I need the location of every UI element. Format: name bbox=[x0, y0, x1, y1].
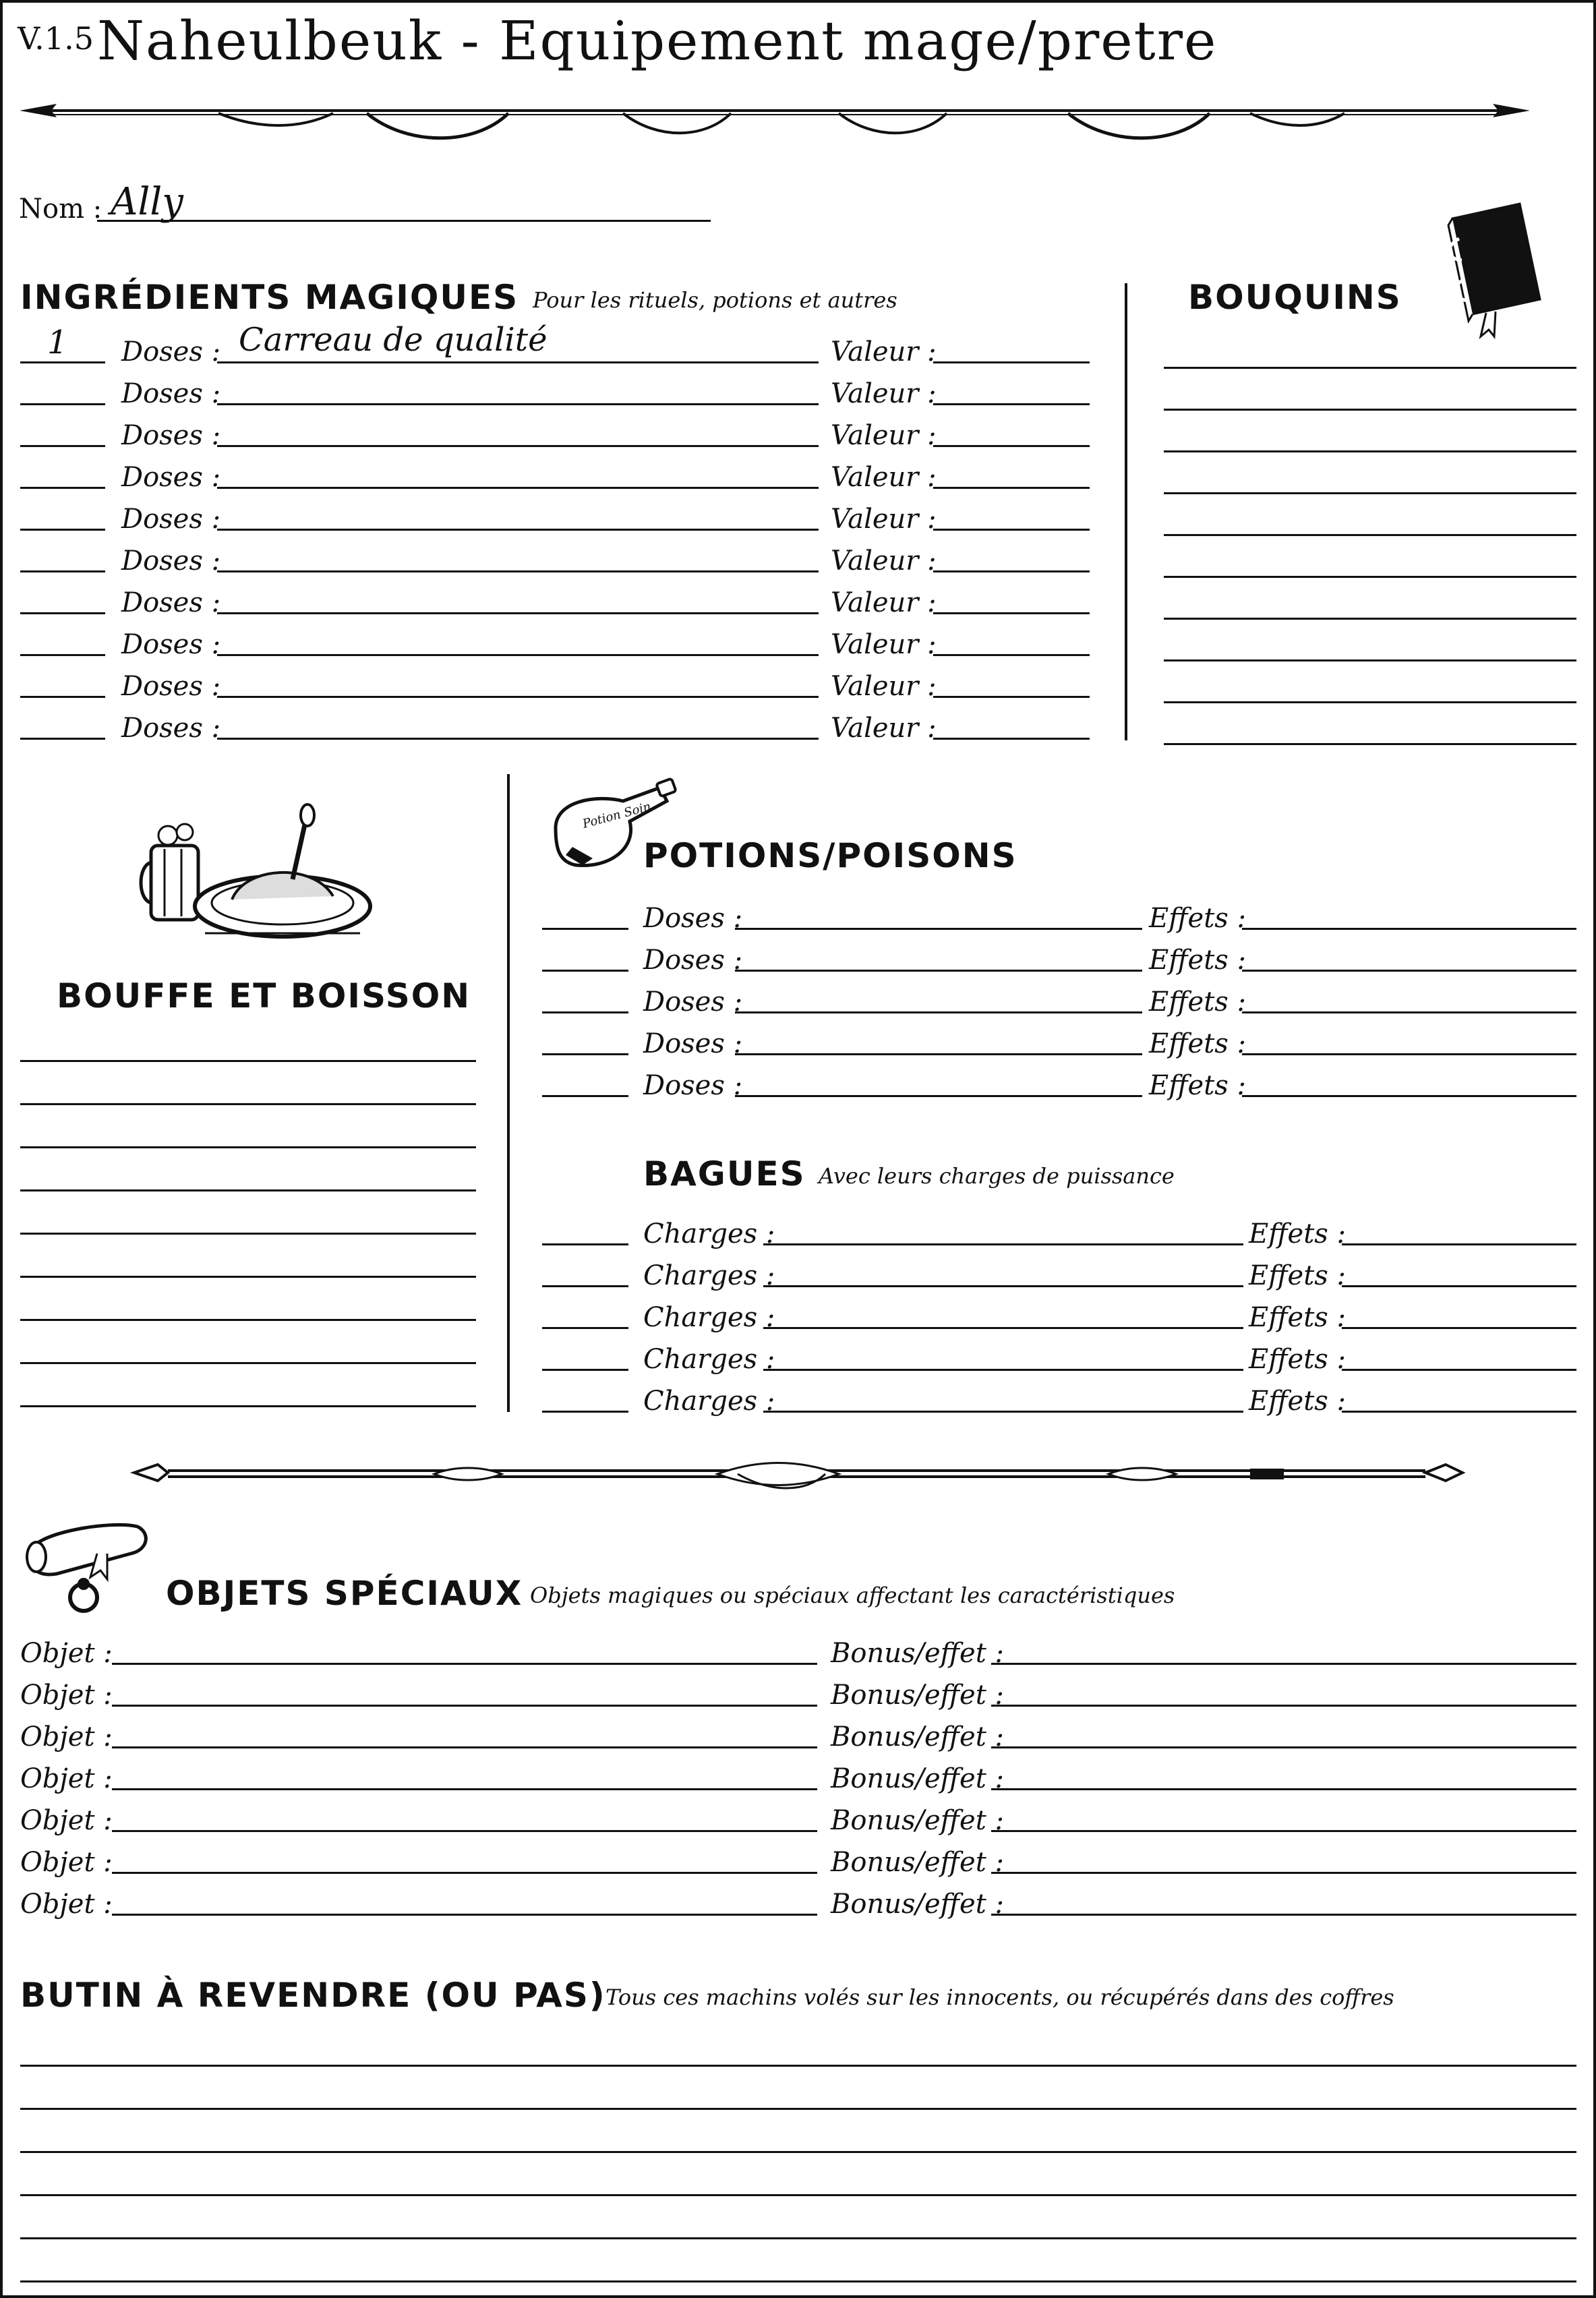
special-object-label: Objet : bbox=[20, 1763, 113, 1794]
special-bonus-field[interactable] bbox=[991, 1705, 1576, 1707]
ingredient-value-label: Valeur : bbox=[831, 587, 937, 618]
ring-effects-label: Effets : bbox=[1249, 1218, 1347, 1249]
special-bonus-field[interactable] bbox=[991, 1914, 1576, 1916]
ingredient-value-field[interactable] bbox=[933, 403, 1090, 405]
ring-charges-label: Charges : bbox=[643, 1218, 775, 1249]
ingredient-name-field[interactable] bbox=[217, 654, 819, 656]
ingredient-qty-field[interactable] bbox=[20, 654, 105, 656]
ingredient-doses-label: Doses : bbox=[121, 462, 221, 493]
special-bonus-label: Bonus/effet : bbox=[831, 1680, 1004, 1711]
potion-qty-field[interactable] bbox=[542, 928, 628, 930]
name-field[interactable] bbox=[97, 220, 711, 222]
food-line[interactable] bbox=[20, 1276, 476, 1278]
food-line[interactable] bbox=[20, 1060, 476, 1062]
potion-effects-label: Effets : bbox=[1149, 1070, 1247, 1101]
special-bonus-field[interactable] bbox=[991, 1663, 1576, 1665]
food-line[interactable] bbox=[20, 1319, 476, 1321]
potion-effects-field[interactable] bbox=[1242, 1095, 1576, 1097]
ingredient-value-label: Valeur : bbox=[831, 462, 937, 493]
ingredient-value-field[interactable] bbox=[933, 570, 1090, 572]
ingredient-value-label: Valeur : bbox=[831, 629, 937, 660]
food-potions-divider bbox=[507, 774, 510, 1412]
potions-title: POTIONS/POISONS bbox=[643, 836, 1017, 875]
ingredient-name-field[interactable] bbox=[217, 445, 819, 447]
ingredient-value-field[interactable] bbox=[933, 487, 1090, 489]
ingredient-value-field[interactable] bbox=[933, 529, 1090, 531]
ingredient-qty-field[interactable] bbox=[20, 738, 105, 740]
special-bonus-label: Bonus/effet : bbox=[831, 1638, 1004, 1669]
loot-subtitle: Tous ces machins volés sur les innocents, ou récupérés dans des coffres bbox=[605, 1984, 1394, 2010]
potion-bottle-label: Potion Soin bbox=[581, 799, 653, 831]
potion-name-field[interactable] bbox=[735, 928, 1142, 930]
book-line[interactable] bbox=[1164, 367, 1576, 369]
special-bonus-field[interactable] bbox=[991, 1746, 1576, 1748]
ring-charges-label: Charges : bbox=[643, 1302, 775, 1333]
potion-effects-label: Effets : bbox=[1149, 986, 1247, 1018]
ingredient-doses-label: Doses : bbox=[121, 671, 221, 702]
ring-charges-label: Charges : bbox=[643, 1260, 775, 1291]
ring-effects-field[interactable] bbox=[1342, 1243, 1576, 1245]
ingredient-doses-label: Doses : bbox=[121, 504, 221, 535]
ingredient-value-label: Valeur : bbox=[831, 546, 937, 577]
ingredients-books-divider bbox=[1125, 283, 1127, 740]
potion-effects-field[interactable] bbox=[1242, 970, 1576, 972]
ingredient-doses-label: Doses : bbox=[121, 336, 221, 367]
ingredient-qty-field[interactable] bbox=[20, 361, 105, 363]
book-line[interactable] bbox=[1164, 409, 1576, 411]
food-line[interactable] bbox=[20, 1146, 476, 1148]
ingredient-value-field[interactable] bbox=[933, 361, 1090, 363]
loot-line[interactable] bbox=[20, 2237, 1576, 2239]
special-object-label: Objet : bbox=[20, 1889, 113, 1920]
ingredient-value-field[interactable] bbox=[933, 738, 1090, 740]
book-line[interactable] bbox=[1164, 492, 1576, 494]
ingredient-value-field[interactable] bbox=[933, 612, 1090, 614]
special-bonus-label: Bonus/effet : bbox=[831, 1763, 1004, 1794]
ring-charges-label: Charges : bbox=[643, 1386, 775, 1417]
potion-effects-label: Effets : bbox=[1149, 1028, 1247, 1059]
ring-charges-field[interactable] bbox=[763, 1243, 1243, 1245]
ingredient-value-label: Valeur : bbox=[831, 378, 937, 409]
book-line[interactable] bbox=[1164, 659, 1576, 661]
ring-effects-label: Effets : bbox=[1249, 1302, 1347, 1333]
ring-charges-field[interactable] bbox=[763, 1285, 1243, 1287]
loot-line[interactable] bbox=[20, 2151, 1576, 2153]
ingredient-qty-field[interactable] bbox=[20, 487, 105, 489]
potion-effects-field[interactable] bbox=[1242, 1011, 1576, 1013]
ingredient-value-label: Valeur : bbox=[831, 420, 937, 451]
potion-effects-field[interactable] bbox=[1242, 1053, 1576, 1055]
ingredient-value-field[interactable] bbox=[933, 654, 1090, 656]
potion-name-field[interactable] bbox=[735, 1095, 1142, 1097]
loot-line[interactable] bbox=[20, 2065, 1576, 2067]
page-title: Naheulbeuk - Equipement mage/pretre bbox=[97, 9, 1218, 72]
spear-divider-icon bbox=[16, 89, 1533, 143]
ring-effects-label: Effets : bbox=[1249, 1344, 1347, 1375]
special-object-label: Objet : bbox=[20, 1721, 113, 1752]
special-title: OBJETS SPÉCIAUX bbox=[166, 1574, 523, 1613]
potion-qty-field[interactable] bbox=[542, 1053, 628, 1055]
special-bonus-field[interactable] bbox=[991, 1788, 1576, 1790]
ring-effects-field[interactable] bbox=[1342, 1327, 1576, 1329]
potion-qty-field[interactable] bbox=[542, 1095, 628, 1097]
ingredient-qty-field[interactable] bbox=[20, 403, 105, 405]
book-line[interactable] bbox=[1164, 576, 1576, 578]
special-object-field[interactable] bbox=[112, 1872, 817, 1874]
ingredient-value-label: Valeur : bbox=[831, 713, 937, 744]
ring-effects-label: Effets : bbox=[1249, 1260, 1347, 1291]
rings-title: BAGUES bbox=[643, 1154, 806, 1194]
special-bonus-label: Bonus/effet : bbox=[831, 1721, 1004, 1752]
staff-divider-icon bbox=[131, 1452, 1466, 1506]
loot-line[interactable] bbox=[20, 2108, 1576, 2110]
ring-qty-field[interactable] bbox=[542, 1369, 628, 1371]
potion-doses-label: Doses : bbox=[643, 1070, 743, 1101]
special-object-label: Objet : bbox=[20, 1847, 113, 1878]
potion-doses-label: Doses : bbox=[643, 986, 743, 1018]
potion-doses-label: Doses : bbox=[643, 1028, 743, 1059]
ring-qty-field[interactable] bbox=[542, 1327, 628, 1329]
loot-title: BUTIN À REVENDRE (OU PAS) bbox=[20, 1976, 606, 2015]
scroll-and-ring-icon bbox=[16, 1513, 158, 1621]
book-line[interactable] bbox=[1164, 450, 1576, 452]
ring-charges-field[interactable] bbox=[763, 1411, 1243, 1413]
ingredient-name-field[interactable] bbox=[217, 487, 819, 489]
special-object-field[interactable] bbox=[112, 1914, 817, 1916]
ingredient-doses-label: Doses : bbox=[121, 546, 221, 577]
ingredient-qty-field[interactable] bbox=[20, 445, 105, 447]
books-title: BOUQUINS bbox=[1188, 278, 1402, 317]
food-line[interactable] bbox=[20, 1103, 476, 1105]
special-object-label: Objet : bbox=[20, 1638, 113, 1669]
ingredient-name-field[interactable] bbox=[217, 361, 819, 363]
book-line[interactable] bbox=[1164, 534, 1576, 536]
ring-qty-field[interactable] bbox=[542, 1285, 628, 1287]
ingredient-qty-field[interactable] bbox=[20, 612, 105, 614]
special-bonus-label: Bonus/effet : bbox=[831, 1805, 1004, 1836]
special-bonus-field[interactable] bbox=[991, 1872, 1576, 1874]
ring-effects-label: Effets : bbox=[1249, 1386, 1347, 1417]
ingredient-name-field[interactable] bbox=[217, 529, 819, 531]
special-bonus-label: Bonus/effet : bbox=[831, 1889, 1004, 1920]
ingredient-qty-field[interactable] bbox=[20, 570, 105, 572]
ring-effects-field[interactable] bbox=[1342, 1411, 1576, 1413]
potion-doses-label: Doses : bbox=[643, 945, 743, 976]
ingredient-name-field[interactable] bbox=[217, 570, 819, 572]
potion-effects-label: Effets : bbox=[1149, 945, 1247, 976]
book-line[interactable] bbox=[1164, 743, 1576, 745]
name-label: Nom : bbox=[19, 194, 102, 225]
loot-line[interactable] bbox=[20, 2280, 1576, 2282]
loot-line[interactable] bbox=[20, 2194, 1576, 2196]
ring-charges-field[interactable] bbox=[763, 1369, 1243, 1371]
ring-qty-field[interactable] bbox=[542, 1243, 628, 1245]
ingredient-name-field[interactable] bbox=[217, 738, 819, 740]
potion-effects-field[interactable] bbox=[1242, 928, 1576, 930]
special-object-field[interactable] bbox=[112, 1705, 817, 1707]
special-object-field[interactable] bbox=[112, 1788, 817, 1790]
food-icon bbox=[138, 798, 380, 947]
ring-charges-label: Charges : bbox=[643, 1344, 775, 1375]
ingredient-doses-label: Doses : bbox=[121, 629, 221, 660]
ring-charges-field[interactable] bbox=[763, 1327, 1243, 1329]
ingredient-name-field[interactable] bbox=[217, 612, 819, 614]
special-object-label: Objet : bbox=[20, 1805, 113, 1836]
ingredient-doses-label: Doses : bbox=[121, 378, 221, 409]
ingredient-name-field[interactable] bbox=[217, 696, 819, 698]
ingredient-value-label: Valeur : bbox=[831, 336, 937, 367]
potion-name-field[interactable] bbox=[735, 1011, 1142, 1013]
ingredient-qty-field[interactable] bbox=[20, 529, 105, 531]
ingredient-doses-label: Doses : bbox=[121, 587, 221, 618]
food-title: BOUFFE ET BOISSON bbox=[57, 976, 471, 1015]
food-line[interactable] bbox=[20, 1189, 476, 1191]
book-line[interactable] bbox=[1164, 618, 1576, 620]
book-icon bbox=[1439, 198, 1547, 340]
potion-qty-field[interactable] bbox=[542, 970, 628, 972]
ingredient-value-field[interactable] bbox=[933, 445, 1090, 447]
version-label: V.1.5 bbox=[18, 20, 94, 57]
potion-doses-label: Doses : bbox=[643, 903, 743, 934]
ingredient-value-label: Valeur : bbox=[831, 671, 937, 702]
potion-qty-field[interactable] bbox=[542, 1011, 628, 1013]
ingredient-value-field[interactable] bbox=[933, 696, 1090, 698]
special-bonus-label: Bonus/effet : bbox=[831, 1847, 1004, 1878]
name-value[interactable]: Ally bbox=[111, 180, 183, 224]
ring-effects-field[interactable] bbox=[1342, 1285, 1576, 1287]
ingredient-qty-field[interactable] bbox=[20, 696, 105, 698]
ingredient-name[interactable]: Carreau de qualité bbox=[239, 321, 548, 359]
potion-name-field[interactable] bbox=[735, 1053, 1142, 1055]
ingredient-value-label: Valeur : bbox=[831, 504, 937, 535]
special-subtitle: Objets magiques ou spéciaux affectant les caractéristiques bbox=[530, 1583, 1175, 1608]
book-line[interactable] bbox=[1164, 701, 1576, 703]
rings-subtitle: Avec leurs charges de puissance bbox=[819, 1163, 1175, 1189]
special-object-field[interactable] bbox=[112, 1663, 817, 1665]
special-object-field[interactable] bbox=[112, 1746, 817, 1748]
potion-effects-label: Effets : bbox=[1149, 903, 1247, 934]
food-line[interactable] bbox=[20, 1362, 476, 1364]
ingredient-doses-label: Doses : bbox=[121, 420, 221, 451]
ingredients-subtitle: Pour les rituels, potions et autres bbox=[533, 287, 897, 313]
ingredients-title: INGRÉDIENTS MAGIQUES bbox=[20, 278, 519, 317]
special-bonus-field[interactable] bbox=[991, 1830, 1576, 1832]
ingredient-name-field[interactable] bbox=[217, 403, 819, 405]
food-line[interactable] bbox=[20, 1233, 476, 1235]
ring-effects-field[interactable] bbox=[1342, 1369, 1576, 1371]
ingredient-qty[interactable]: 1 bbox=[47, 324, 68, 361]
special-object-label: Objet : bbox=[20, 1680, 113, 1711]
potion-name-field[interactable] bbox=[735, 970, 1142, 972]
ingredient-doses-label: Doses : bbox=[121, 713, 221, 744]
special-object-field[interactable] bbox=[112, 1830, 817, 1832]
ring-qty-field[interactable] bbox=[542, 1411, 628, 1413]
food-line[interactable] bbox=[20, 1405, 476, 1407]
